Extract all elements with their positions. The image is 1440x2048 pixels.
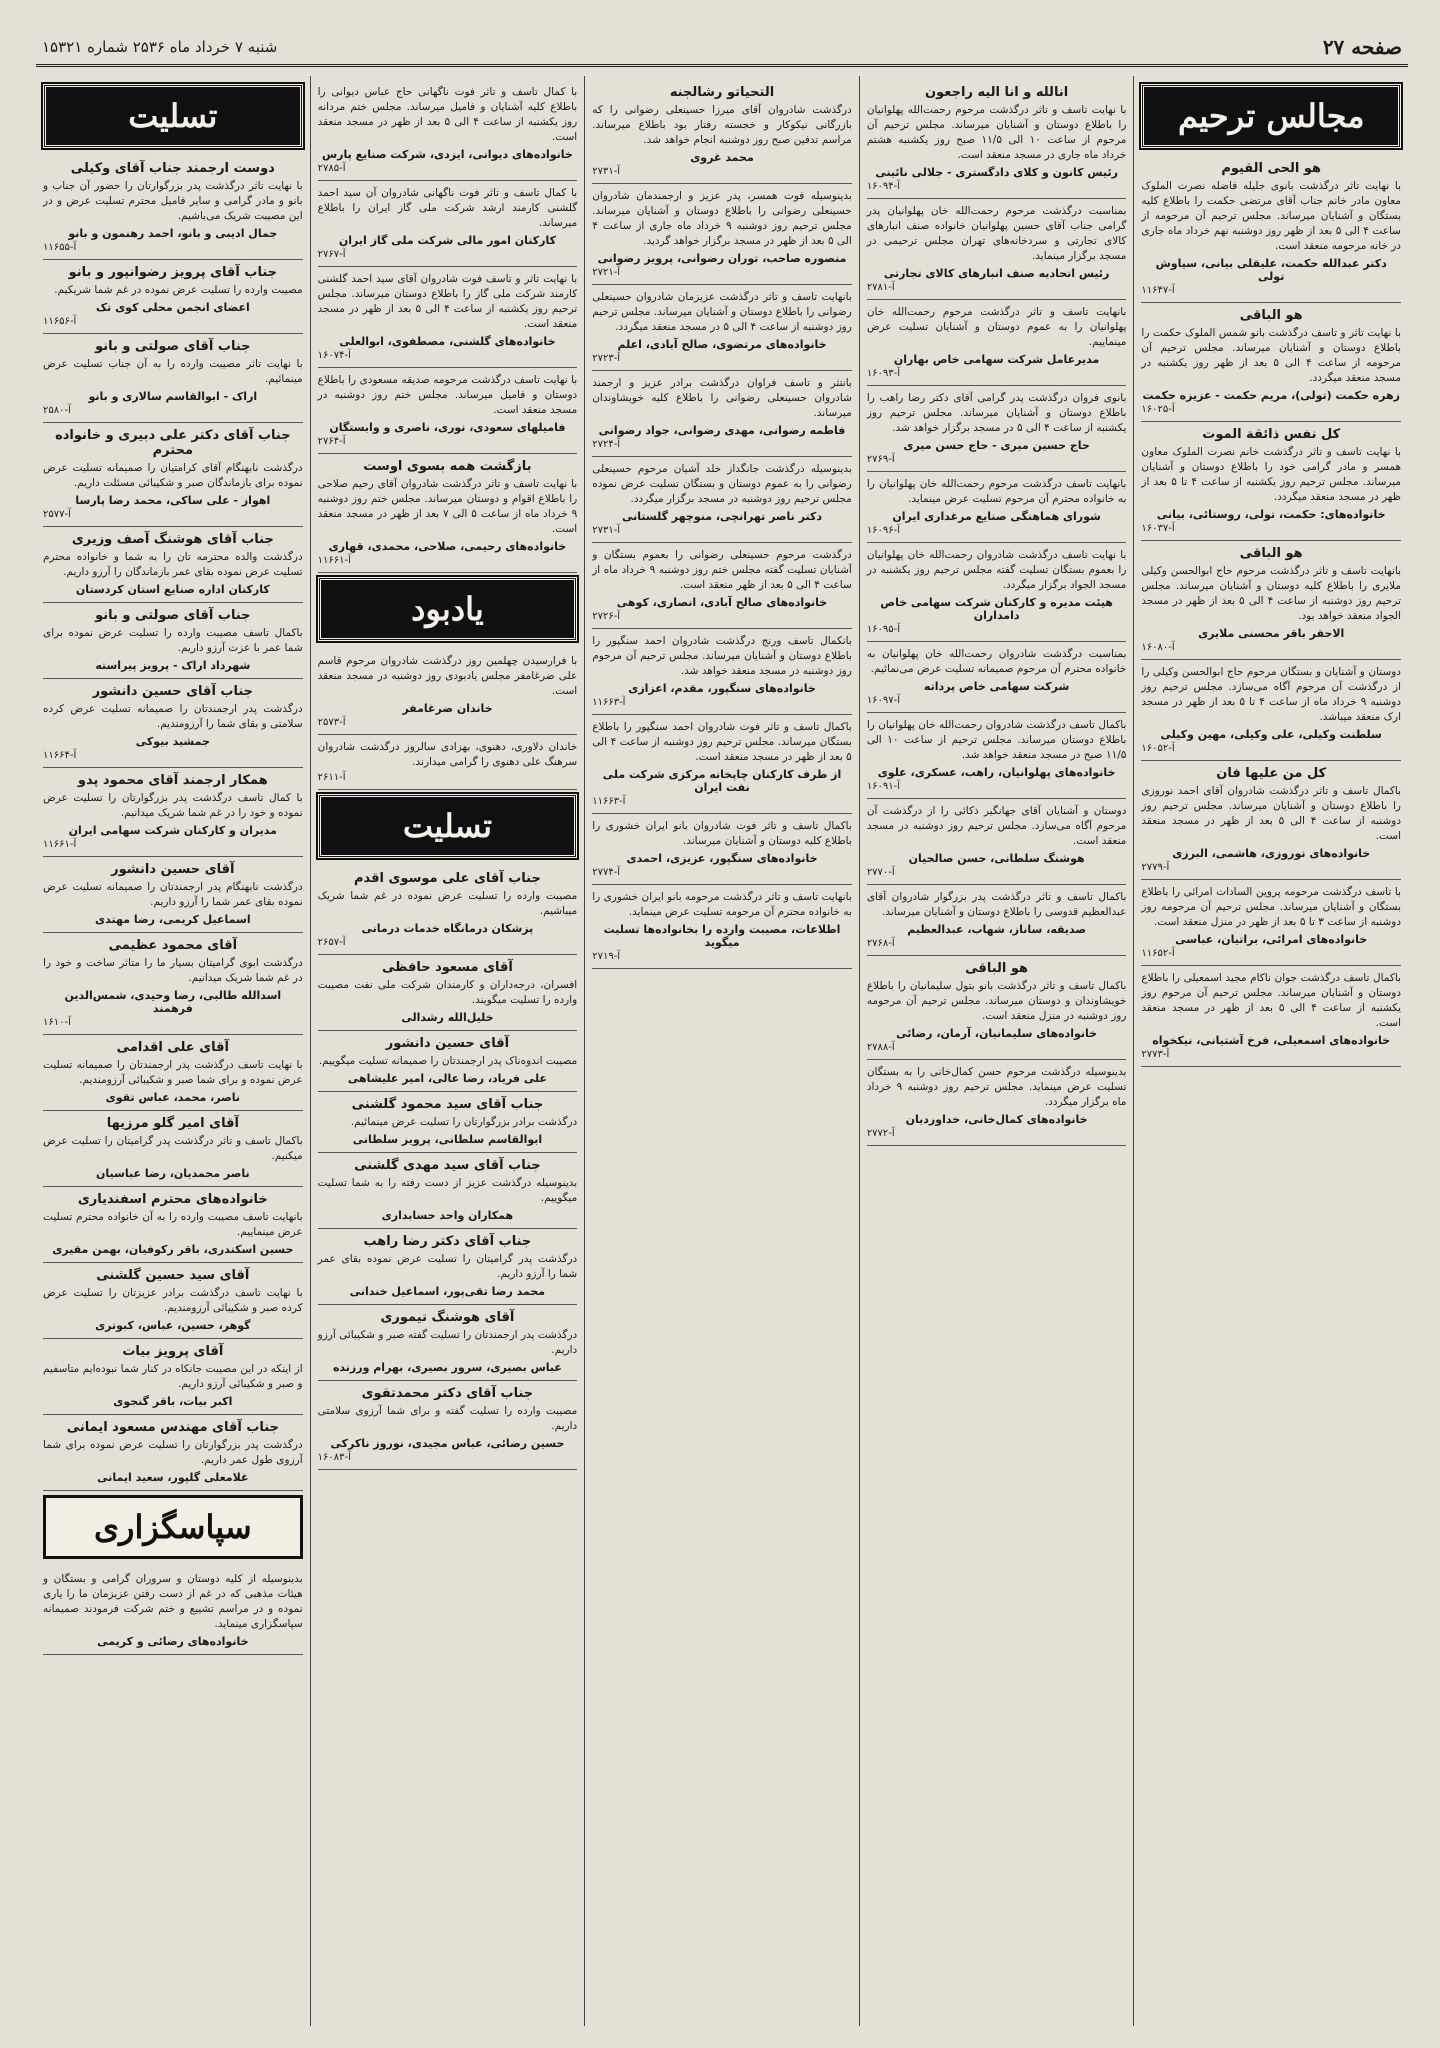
notice-signature: غلامعلی گلپور، سعید ایمانی (97, 1471, 249, 1484)
notice (867, 386, 1127, 472)
notice-title: هو الباقی (1239, 308, 1303, 323)
notice-title: جناب آقای حسین دانشور (92, 684, 254, 699)
notice-code: آ-۲۷۱۹ (592, 951, 621, 962)
notice-code: آ-۱۶۰۲۵ (1141, 404, 1175, 415)
notice-title: جناب آقای علی موسوی اقدم (353, 871, 541, 886)
notice-code: آ-۱۱۶۶۳ (592, 697, 626, 708)
notice (867, 799, 1127, 885)
notice-code: آ-۱۶۰۸۰ (1141, 642, 1175, 653)
column-5-notices (43, 156, 303, 1491)
notice (592, 184, 852, 285)
notice (1141, 156, 1401, 303)
notice-title: جناب آقای سید مهدی گلشنی (354, 1158, 541, 1173)
notice (1141, 660, 1401, 761)
notice-text: بدینوسیله درگذشت عزیز از دست رفته را به شما تسلیت میگوییم. (317, 1177, 578, 1204)
notice-signature: عباس بصیری، سرور بصیری، بهرام ورزنده (332, 1361, 562, 1374)
notice-text: با کمال تاسف درگذشت پدر بزرگوارتان را تسلیت عرض نموده و خود را در غم شما شریک میدانیم. (43, 792, 303, 819)
notice-text: بانهایت تاسف و تاثر درگذشت مرحوم رحمت‌الله خان پهلوانیان را به عموم دوستان و آشنایان تسلیت عرض مینماییم. (866, 306, 1127, 348)
notice-title: جناب آقای مهندس مسعود ایمانی (66, 1420, 279, 1435)
notice-text: درگذشت پدر ارجمندتان را صمیمانه تسلیت عرض کرده سلامتی و بقای شما را آرزومندیم. (43, 703, 303, 730)
notice (867, 885, 1127, 956)
notice-signature: ابوالقاسم سلطانی، پرویز سلطانی (352, 1133, 543, 1146)
notice-signature: خانواده‌های کمال‌خانی، خداوردیان (905, 1113, 1088, 1126)
notice (867, 300, 1127, 386)
notice (318, 1092, 578, 1153)
notice-title: جناب آقای دکتر علی دبیری و خانواده محترم (55, 428, 291, 458)
notice-title: آقای هوشنگ تیموری (380, 1310, 515, 1325)
notice-text: باکمال تاسف و تاثر درگذشت بانو بتول سلیمانیان را باطلاع خویشاوندان و دوستان میرساند. مجلس ترحیم آن مرحومه روز دوشنبه در منزل منعقد است. (866, 980, 1127, 1022)
notice-code: آ-۲۷۸۵ (317, 163, 346, 174)
notice-text: دوستان و آشنایان و بستگان مرحوم حاج ابوالحسن وکیلی را از درگذشت آن مرحوم آگاه می‌سازد. مجلس ترحیم روز دوشنبه ۹ خرداد ماه از ساعت ۴ تا ۵ بعد از ظهر در مسجد ارک منعقد میباشد. (1141, 666, 1401, 723)
notice-text: با نهایت تاثر درگذشت بانوی جلیله فاضله نصرت الملوک معاون مادر خانم جناب آقای مرتضی حکمت را باطلاع کلیه بستگان و آشنایان میرساند. مجلس ترحیم آن مرحومه از ساعت ۴ الی ۵ بعد از ظهر روز دوشنبه نهم خرداد ماه جاری در خانه مرحومه منعقد است. (1141, 180, 1401, 252)
notice-signature: هوشنگ سلطانی، حسن صالحیان (908, 852, 1085, 865)
notice (43, 1187, 303, 1263)
notice (318, 267, 578, 368)
notice-title: آقای حسین دانشور (385, 1036, 510, 1051)
notice-code: آ-۱۱۶۵۵ (43, 242, 77, 253)
notice (592, 80, 852, 184)
notice-code: آ-۱۶۰۹۶ (866, 525, 901, 536)
sepas-text: بدینوسیله از کلیه دوستان و سروران گرامی و بستگان و هیئات مذهبی که در غم از دست رفتن عزیزمان ما را یاری نموده و در مراسم تشییع و ختم شرکت فرمودند صمیمانه سپاسگزاری مینماید. (43, 1573, 303, 1630)
notice-title: آقای علی اقدامی (116, 1040, 229, 1055)
notice-code: آ-۱۶۰۹۱ (866, 781, 901, 792)
notice (867, 199, 1127, 300)
notice-signature: مدیران و کارکنان شرکت سهامی ایران (68, 824, 277, 837)
notice-signature: گوهر، حسین، عباس، کبوتری (95, 1319, 251, 1332)
column-2-notices (867, 80, 1127, 1146)
notice-title: انالله و انا الیه راجعون (925, 85, 1069, 100)
notice-text: باکمال تاسف درگذشت جوان ناکام مجید اسمعیلی را باطلاع دوستان و آشنایان میرساند. مجلس ترحیم آن مرحوم روز یکشنبه از ساعت ۴ الی ۵ بعد از ظهر در مسجد منعقد است. (1141, 972, 1401, 1029)
notice-text: از اینکه در این مصیبت جانکاه در کنار شما نبوده‌ایم متاسفیم و صبر و شکیبائی آرزو داریم. (43, 1363, 303, 1390)
notice (592, 285, 852, 371)
notice-text: با نهایت تاسف درگذشت مرحومه صدیقه مسعودی را باطلاع دوستان و فامیل میرساند. مجلس ختم روز دوشنبه در مسجد منعقد است. (317, 374, 578, 416)
notice-title: آقای مسعود حافظی (382, 960, 513, 975)
notice-title: آقای سید حسین گلشنی (96, 1268, 250, 1283)
notice-signature: شهرداد اراک - پرویز پیراسته (95, 659, 251, 672)
notice-signature: اراک - ابوالقاسم سالاری و بانو (88, 390, 258, 403)
notice-code: آ-۱۶۱۰ (43, 1017, 71, 1028)
notice-code: آ-۲۷۶۷ (317, 249, 346, 260)
notice-title: کل من علیها فان (1216, 766, 1327, 781)
notice (867, 543, 1127, 642)
notice (318, 735, 578, 790)
sepas-signature: خانواده‌های رضائی و کریمی (97, 1635, 249, 1648)
notice-text: بدینوسیله درگذشت مرحوم حسن کمال‌خانی را به بستگان تسلیت عرض مینماید. مجلس ترحیم روز دوشنبه ۹ خرداد ماه برگزار میگردد. (866, 1066, 1127, 1108)
notice-signature: کارکنان اداره صنایع استان کردستان (75, 583, 270, 596)
column-3 (584, 76, 859, 2026)
notice-code: آ-۲۷۸۸ (866, 1042, 895, 1053)
notice (43, 933, 303, 1035)
notice (592, 814, 852, 885)
notice-signature: الاحقر باقر محسنی ملایری (1198, 627, 1345, 640)
notice-signature: خلیل‌الله رشدالی (401, 1011, 494, 1024)
notice-text: درگذشت پدر بزرگوارتان را تسلیت عرض نموده برای شما آرزوی طول عمر داریم. (43, 1439, 303, 1466)
notice-code: آ-۲۵۷۷ (43, 509, 71, 520)
notice-text: بدینوسیله درگذشت جانگداز خلد آشیان مرحوم حسینعلی رضوانی را به عموم دوستان و بستگان تسلیت عرض نموده مجلس ترحیم روز دوشنبه در مسجد برگزار میگردد. (592, 463, 852, 505)
notice-text: باکمال تاسف درگذشت شادروان رحمت‌الله خان پهلوانیان را باطلاع دوستان میرساند. مجلس ترحیم از ساعت ۱۰ الی ۱۱/۵ صبح در مسجد منعقد خواهد شد. (866, 719, 1127, 761)
notice-signature: خانواده‌های امرائی، براتیان، عباسی (1175, 933, 1368, 946)
notice-text: مصیبت وارده را تسلیت عرض نموده در غم شما شریکیم. (54, 284, 303, 296)
notice-code: آ-۲۷۲۳ (592, 353, 621, 364)
column-4-bottom-notices (318, 649, 578, 790)
notice-signature: اعضای انجمن محلی کوی تک (95, 301, 250, 314)
notice-signature: رئیس اتحادیه صنف انبارهای کالای تجارتی (883, 267, 1110, 280)
notice-signature: سلطنت وکیلی، علی وکیلی، مهین وکیلی (1160, 728, 1382, 741)
notice (43, 603, 303, 679)
notice-text: درگذشت مرحوم حسینعلی رضوانی را بعموم بستگان و آشنایان تسلیت گفته مجلس ختم روز دوشنبه ۹ خرداد ماه از ساعت ۴ الی ۵ بعد از ظهر منعقد است. (592, 549, 852, 591)
notice (43, 857, 303, 933)
notice (592, 715, 852, 814)
notice-signature: مدیرعامل شرکت سهامی خاص بهاران (893, 353, 1100, 366)
notice-signature: حسین رضائی، عباس مجیدی، نوروز ناکرکی (330, 1437, 565, 1450)
notice-text: بانهایت تاسف مصیبت وارده را به آن خانواده محترم تسلیت عرض مینماییم. (43, 1211, 303, 1238)
notice-code: آ-۱۱۶۵۶ (43, 316, 77, 327)
notice-text: بانوی فروان درگذشت پدر گرامی آقای دکتر رضا راهب را باطلاع دوستان و آشنایان میرساند. مجلس ترحیم روز یکشنبه از ساعت ۴ الی ۵ در مسجد برگزار خواهد شد. (866, 392, 1127, 434)
notice-text: بانهایت تاسف درگذشت مرحوم رحمت‌الله خان پهلوانیان را به خانواده محترم آن مرحوم تسلیت عرض مینماید. (866, 478, 1127, 505)
notice-code: آ-۱۱۶۶۱ (43, 839, 77, 850)
notice-code: آ-۲۶۵۷ (317, 937, 346, 948)
notice (592, 629, 852, 715)
notice (318, 1381, 578, 1470)
notice-signature: خانواده‌های پهلوانیان، راهب، عسکری، علوی (877, 766, 1116, 779)
notice-text: مصیبت وارده را تسلیت عرض نموده در غم شما شریک میباشیم. (317, 890, 578, 917)
notice-text: مصیبت وارده را تسلیت گفته و برای شما آرزوی سلامتی داریم. (317, 1405, 578, 1432)
notice-signature: خانواده‌های اسمعیلی، فرخ آشتیانی، نیکخواه (1152, 1034, 1391, 1047)
column-4-top-notices (318, 80, 578, 573)
notice-title: بازگشت همه بسوی اوست (363, 459, 532, 474)
notice-code: آ-۲۷۷۳ (1141, 1049, 1170, 1060)
notice-signature: اسدالله طالبی، رضا وحیدی، شمس‌الدین فرهمند (64, 989, 282, 1015)
notice-title: جناب آقای صولتی و بانو (95, 339, 251, 354)
column-4 (310, 76, 585, 2026)
notice (1141, 422, 1401, 541)
notice-signature: منصوره صاحب، توران رضوانی، پرویز رضوانی (597, 252, 847, 265)
notice-title: آقای حسین دانشور (111, 862, 235, 877)
date-line: شنبه ۷ خرداد ماه ۲۵۳۶ شماره ۱۵۳۲۱ (42, 38, 278, 56)
notice-signature: شورای هماهنگی صنایع مرغداری ایران (892, 510, 1101, 523)
notice (867, 1060, 1127, 1146)
notice-text: بانهایت تاسف و تاثر درگذشت مرحومه بانو ایران خشوری را به خانواده محترم آن مرحومه تسلیت عرض مینماید. (592, 891, 852, 918)
notice-title: جناب آقای دکتر رضا راهب (363, 1234, 532, 1249)
notice-code: آ-۲۵۷۳ (317, 717, 346, 728)
notice-signature: حاج حسین میری - حاج حسن میری (903, 439, 1090, 452)
notice (867, 80, 1127, 199)
notice-code: آ-۱۶۰۷۴ (317, 350, 351, 361)
notice-signature: زهره حکمت (تولی)، مریم حکمت - عزیزه حکمت (1142, 389, 1400, 402)
notice-code: آ-۱۶۰۸۳ (317, 1452, 351, 1463)
notice-signature: جمال ادیبی و بانو، احمد رهنمون و بانو (68, 227, 278, 240)
tasliyat-banner-1: تسلیت (43, 84, 303, 148)
notice-title: کل نفس ذائقة الموت (1202, 427, 1341, 442)
notice (43, 1339, 303, 1415)
notice-signature: کارکنان امور مالی شرکت ملی گاز ایران (338, 234, 556, 247)
notice-signature: خانواده‌های سنگپور، عزیزی، احمدی (626, 852, 818, 865)
notice (1141, 761, 1401, 880)
notice-title: جناب آقای سید محمود گلشنی (351, 1097, 544, 1112)
notice-signature: همکاران واحد حسابداری (381, 1209, 514, 1222)
notice-title: التحیاتو رشالجنه (669, 85, 775, 100)
notice-text: درگذشت نابهنگام پدر ارجمندتان را صمیمانه تسلیت عرض نموده بقای عمر شما را آرزو داریم. (43, 881, 303, 908)
notice (318, 649, 578, 735)
column-2 (859, 76, 1134, 2026)
notice (318, 368, 578, 454)
sepasgozari-banner: سپاسگزاری (43, 1495, 303, 1559)
notice-signature: رئیس کانون و کلای دادگستری - جلالی نائینی (875, 166, 1118, 179)
notice-signature: از طرف کارکنان چاپخانه مرکزی شرکت ملی نفت ایران (602, 768, 842, 794)
notice-signature: خانواده‌های گلشنی، مصطفوی، ابوالعلی (339, 335, 556, 348)
notice-code: آ-۲۷۶۴ (317, 436, 346, 447)
notice-code: آ-۱۶۰۹۵ (866, 624, 901, 635)
notice-code: آ-۲۷۲۴ (592, 439, 621, 450)
notice (592, 371, 852, 457)
notice-title: آقای محمود عظیمی (108, 938, 238, 953)
notice-signature: محمد رضا تقی‌پور، اسماعیل خندانی (349, 1285, 546, 1298)
notice (592, 885, 852, 969)
notice-text: بمناسبت درگذشت مرحوم رحمت‌الله خان پهلوانیان پدر گرامی جناب آقای حسین پهلوانیان خانواده صنف انبارهای کالای تجارتی و سردخانه‌های تهران مجلس ترحیمی در مسجد برگزار مینماید. (866, 205, 1127, 262)
notice (318, 1229, 578, 1305)
notice-signature: شرکت سهامی خاص پرداته (923, 680, 1070, 693)
notice-text: باکمال تاسف مصیبت وارده را تسلیت عرض نموده برای شما عمر با عزت آرزو داریم. (43, 627, 303, 654)
notice-signature: اسماعیل کریمی، رضا مهتدی (95, 913, 251, 926)
notice-title: جناب آقای دکتر محمدتقوی (361, 1386, 534, 1401)
notice-text: با نهایت تاسف و تاثر درگذشت خانم نصرت الملوک معاون همسر و مادر گرامی خود را باطلاع دوستان و آشنایان میرساند. مجلس ترحیم روز یکشنبه از ساعت ۴ تا ۵ بعد از ظهر در مسجد منعقد میگردد. (1141, 446, 1401, 503)
notice-title: آقای پرویز بیات (122, 1344, 224, 1359)
notice-text: با کمال تاسف و تاثر فوت ناگهانی حاج عباس دیوانی را باطلاع کلیه آشنایان و فامیل میرساند. مجلس ختم مردانه روز یکشنبه از ساعت ۴ الی ۵ بعد از ظهر در مسجد منعقد است. (317, 86, 578, 143)
notice (318, 1305, 578, 1381)
notice (43, 334, 303, 423)
notice (43, 679, 303, 768)
notice-text: بانتثر و تاسف فراوان درگذشت برادر عزیز و ارجمند شادروان حسینعلی رضوانی را باطلاع کلیه خویشاوندان میرساند. (592, 377, 852, 419)
notice-signature: خاندان ضرغامفر (402, 702, 493, 715)
column-4-tasliyat-notices (318, 866, 578, 1470)
notice-code: آ-۲۷۳۱ (592, 166, 621, 177)
notice-code: آ-۲۷۲۶ (592, 611, 621, 622)
notice-signature: خانواده‌های نوروزی، هاشمی، البرزی (1172, 847, 1371, 860)
notice-code: آ-۲۷۷۹ (1141, 862, 1170, 873)
notice (43, 1263, 303, 1339)
notice-code: آ-۲۷۷۴ (592, 867, 621, 878)
notice-text: با نهایت تاسف و تاثر درگذشت مرحوم رحمت‌الله پهلوانیان را باطلاع دوستان و آشنایان میرساند. مجلس ترحیم آن مرحوم از ساعت ۱۰ الی ۱۱/۵ صبح روز یکشنبه هشتم خرداد ماه جاری در مسجد منعقد است. (866, 104, 1127, 161)
notice-title: آقای امیر گلو مرزیها (106, 1116, 239, 1131)
notice-code: آ-۲۷۷۰ (866, 867, 895, 878)
notice (43, 423, 303, 527)
notice-text: با نهایت تاثر و تاسف درگذشت بانو شمس الملوک حکمت را باطلاع دوستان و آشنایان میرساند. مجلس ترحیم آن مرحومه از ساعت ۴ الی ۵ بعد از ظهر روز یکشنبه در مسجد منعقد میگردد. (1141, 327, 1401, 384)
notice (318, 80, 578, 181)
notice (867, 713, 1127, 799)
notice-text: باکمال تاسف و تاثر درگذشت پدر بزرگوار شادروان آقای عبدالعظیم قدوسی را باطلاع دوستان و آشنایان میرساند. (866, 891, 1127, 918)
notice-code: آ-۲۶۱۱ (317, 772, 346, 783)
notice-signature: خانواده‌های سنگپور، مقدم، اعزازی (628, 682, 816, 695)
tasliyat-banner-2: تسلیت (318, 794, 578, 858)
notice-title: همکار ارجمند آقای محمود پدو (77, 773, 268, 788)
notice-signature: محمد غروی (690, 151, 754, 164)
notice-text: بانکمال تاسف ورنج درگذشت شادروان احمد سنگپور را باطلاع دوستان و آشنایان میرساند. مجلس ترحیم آن مرحوم روز دوشنبه در مسجد منعقد خواهد شد. (592, 635, 852, 677)
notice (43, 527, 303, 603)
notice-signature: ناصر، محمد، عباس تقوی (105, 1091, 241, 1104)
notice-text: درگذشت نابهنگام آقای کرامتیان را صمیمانه تسلیت عرض نموده برای بازماندگان صبر و شکیبائی مسئلت داریم. (43, 462, 303, 489)
notice-code: آ-۱۶۰۹۷ (866, 695, 901, 706)
column-1-notices (1141, 156, 1401, 1067)
notice (318, 955, 578, 1031)
notice-signature: فامیلهای سعودی، نوری، ناصری و وابستگان (329, 421, 566, 434)
column-3-notices (592, 80, 852, 969)
notice-text: بمناسبت درگذشت شادروان رحمت‌الله خان پهلوانیان به خانواده محترم آن مرحوم صمیمانه تسلیت عرض می‌نمائیم. (866, 648, 1127, 675)
notice (318, 181, 578, 267)
notice-text: باکمال تاسف و تاثر درگذشت پدر گرامیتان را تسلیت عرض میکنیم. (43, 1135, 303, 1162)
notice-signature: خانواده‌های سلیمانیان، آرمان، رضائی (896, 1027, 1098, 1040)
notice-code: آ-۲۷۶۸ (866, 938, 895, 949)
page-number: صفحه ۲۷ (1322, 35, 1402, 59)
notice-signature: اهواز - علی ساکی، محمد رضا پارسا (75, 494, 271, 507)
notice-title: هو الباقی (1239, 546, 1303, 561)
notice (867, 956, 1127, 1060)
notice-title: جناب آقای صولتی و بانو (95, 608, 251, 623)
notice (43, 1111, 303, 1187)
notice-text: با نهایت تاسف درگذشت برادر عزیزتان را تسلیت عرض کرده صبر و شکیبائی آرزومندیم. (43, 1287, 303, 1314)
notice (867, 472, 1127, 543)
notice-text: با نهایت تاسف و تاثر درگذشت شادروان آقای رحیم صلاحی را باطلاع اقوام و دوستان میرساند. مجلس ختم روز دوشنبه ۹ خرداد ماه از ساعت ۵ الی ۷ بعد از ظهر در مسجد منعقد است. (317, 478, 578, 535)
notice-title: خانواده‌های محترم اسفندیاری (77, 1192, 268, 1207)
notice (318, 1031, 578, 1092)
notice-signature: خانواده‌های دیوانی، ایزدی، شرکت صنایع پارس (321, 148, 573, 161)
notice-signature: اکبر بیات، باقر گنجوی (113, 1395, 233, 1408)
notice-signature: صدیقه، ساناز، شهاب، عبدالعظیم (907, 923, 1087, 936)
notice-text: با تاسف درگذشت مرحومه پروین السادات امرائی را باطلاع بستگان و آشنایان میرساند. مجلس ترحیم آن مرحومه روز دوشنبه از ساعت ۳ تا ۵ بعد از ظهر در منزل منعقد است. (1141, 886, 1401, 928)
notice-signature: خانواده‌های مرتضوی، صالح آبادی، اعلم (617, 338, 827, 351)
notice-text: افسران، درجه‌داران و کارمندان شرکت ملی نفت مصیبت وارده را تسلیت میگویند. (317, 979, 578, 1006)
notice-signature: خانواده‌های رحیمی، صلاحی، محمدی، قهاری (328, 540, 567, 553)
notice-text: با نهایت تاسف درگذشت پدر ارجمندتان را صمیمانه تسلیت عرض نموده و برای شما صبر و شکیبائی آرزومندیم. (43, 1059, 303, 1086)
notice-text: خاندان دلاوری، دهنوی، بهزادی سالروز درگذشت شادروان سرهنگ علی دهنوی را گرامی میدارند. (317, 741, 578, 768)
notice-title: جناب آقای پرویز رضوانپور و بانو (68, 265, 278, 280)
notice-text: بانهایت تاسف و تاثر درگذشت عزیزمان شادروان حسینعلی رضوانی را باطلاع دوستان و آشنایان میرساند. مجلس ترحیم روز دوشنبه از ساعت ۴ الی ۵ در مسجد منعقد میگردد. (592, 291, 852, 333)
notice (592, 543, 852, 629)
notice-text: با نهایت تاثر مصیبت وارده را به آن جناب تسلیت عرض مینمائیم. (43, 358, 303, 385)
notice-code: آ-۱۶۰۹۴ (866, 181, 901, 192)
notice-text: بانهایت تاسف و تاثر درگذشت مرحوم حاج ابوالحسن وکیلی ملایری را باطلاع کلیه دوستان و آشنایان میرساند. مجلس ترحیم روز دوشنبه از ساعت ۴ الی ۵ بعد از ظهر در مسجد الجواد منعقد خواهد بود. (1141, 565, 1401, 622)
notice (592, 457, 852, 543)
notice-signature: دکتر عبدالله حکمت، علیقلی بیانی، سیاوش تولی (1155, 257, 1387, 283)
notice-text: با نهایت تاسف درگذشت شادروان رحمت‌الله خان پهلوانیان را بعموم بستگان تسلیت گفته مجلس ترحیم روز یکشنبه در مسجد الجواد برگزار میگردد. (866, 549, 1127, 591)
notice-signature: حسین اسکندری، باقر رکوفیان، بهمن مقیری (52, 1243, 294, 1256)
notice-signature: دکتر ناصر تهرانچی، منوچهر گلستانی (622, 510, 823, 523)
notice-text: با نهایت تاثر و تاسف فوت شادروان آقای سید احمد گلشنی کارمند شرکت ملی گاز را باطلاع دوستان میرساند. مجلس ترحیم روز یکشنبه از ساعت ۴ الی ۵ بعد از ظهر در مسجد منعقد است. (317, 273, 578, 330)
notice (318, 454, 578, 573)
notice-code: آ-۱۱۶۵۲ (1141, 948, 1175, 959)
notice-text: بدینوسیله فوت همسر، پدر عزیز و ارجمندمان شادروان حسینعلی رضوانی را باطلاع دوستان و آشنایان میرساند. مجلس ترحیم روز دوشنبه ۹ خرداد ماه جاری از ساعت ۴ الی ۵ بعد از ظهر در مسجد برگزار خواهد گردید. (592, 190, 852, 247)
notice (1141, 541, 1401, 660)
column-5 (36, 76, 310, 2026)
notice (1141, 966, 1401, 1067)
notice (43, 1035, 303, 1111)
notice-code: آ-۲۷۷۲ (866, 1128, 895, 1139)
notice-code: آ-۱۱۶۶۱ (317, 555, 351, 566)
notice-code: آ-۲۷۶۹ (866, 454, 895, 465)
notice-code: آ-۱۶۰۹۳ (866, 368, 901, 379)
notice-signature: فاطمه رضوانی، مهدی رضوانی، جواد رضوانی (598, 424, 846, 437)
notice-code: آ-۲۷۳۱ (592, 525, 621, 536)
notice-text: درگذشت پدر ارجمندتان را تسلیت گفته صبر و شکیبائی آرزو داریم. (317, 1329, 578, 1356)
notice-signature: علی فریاد، رضا عالی، امیر علیشاهی (347, 1072, 547, 1085)
notice-text: با فرارسیدن چهلمین روز درگذشت شادروان مرحوم قاسم علی ضرغامفر مجلس یادبودی روز دوشنبه در مسجد منعقد است. (317, 655, 578, 697)
notice (1141, 880, 1401, 966)
notice (43, 156, 303, 260)
notice (318, 1153, 578, 1229)
notice-text: درگذشت ابوی گرامیتان بسیار ما را متاثر ساخت و خود را در غم شما شریک میدانیم. (43, 957, 303, 984)
notice-text: مصیبت اندوه‌ناک پدر ارجمندتان را صمیمانه تسلیت میگوییم. (318, 1055, 578, 1067)
notice (43, 768, 303, 857)
notice-signature: خانواده‌های: حکمت، تولی، روستائی، بیانی (1156, 508, 1386, 521)
notice-title: هو الباقی (965, 961, 1029, 976)
notice (43, 260, 303, 334)
notice-code: آ-۲۷۲۱ (592, 267, 621, 278)
notice-signature: پزشکان درمانگاه خدمات درمانی (361, 922, 534, 935)
notice (43, 1415, 303, 1491)
notice-title: جناب آقای هوشنگ آصف وزیری (71, 532, 274, 547)
notice (318, 866, 578, 955)
notice-code: آ-۱۱۶۶۴ (43, 750, 77, 761)
notice-title: دوست ارجمند جناب آقای وکیلی (70, 161, 275, 176)
notice-signature: خانواده‌های صالح آبادی، انصاری، کوهی (616, 596, 828, 609)
notice-code: آ-۲۵۸۰ (43, 405, 71, 416)
page-header (36, 30, 1408, 67)
notice-signature: هیئت مدیره و کارکنان شرکت سهامی خاص دامداران (880, 596, 1113, 622)
notice (867, 642, 1127, 713)
yadbud-banner: یادبود (318, 577, 578, 641)
notice-text: با نهایت تاثر درگذشت پدر بزرگوارتان را حضور آن جناب و بانو و مادر گرامی و سایر فامیل محترم تسلیت عرض و در این مصیبت شریک می‌باشیم. (43, 180, 303, 222)
notice-code: آ-۱۶۰۵۲ (1141, 743, 1175, 754)
notice-code: آ-۱۱۶۶۳ (592, 796, 626, 807)
majales-banner: مجالس ترحیم (1141, 84, 1401, 148)
notice-text: درگذشت پدر گرامیتان را تسلیت عرض نموده بقای عمر شما را آرزو داریم. (317, 1253, 578, 1280)
notice-code: آ-۲۷۸۱ (866, 282, 895, 293)
notice-text: باکمال تاسف و تاثر درگذشت شادروان آقای احمد نوروزی را باطلاع دوستان و آشنایان میرساند. مجلس ترحیم روز دوشنبه از ساعت ۴ الی ۵ بعد از ظهر در مسجد منعقد است. (1141, 785, 1401, 842)
notice-code: آ-۱۶۰۳۷ (1141, 523, 1175, 534)
notice-code: آ-۱۱۶۴۷ (1141, 285, 1175, 296)
column-1 (1133, 76, 1408, 2026)
notice-text: درگذشت برادر بزرگوارتان را تسلیت عرض مینمائیم. (350, 1116, 578, 1128)
notice-signature: جمشید بیوکی (135, 735, 210, 748)
notice-signature: اطلاعات، مصیبت وارده را بخانواده‌ها تسلیت میگوید (603, 923, 841, 949)
notice-text: باکمال تاسف و تاثر فوت شادروان احمد سنگپور را باطلاع بستگان میرساند. مجلس ترحیم روز دوشنبه از ساعت ۴ الی ۵ بعد از ظهر در مسجد منعقد است. (592, 721, 852, 763)
notice-text: درگذشت والده محترمه تان را به شما و خانواده محترم تسلیت عرض نموده بقای عمر بازماندگان را آرزو داریم. (43, 551, 303, 578)
sepas-notice (43, 1567, 303, 1655)
notice-title: هو الحی القیوم (1221, 161, 1322, 176)
notice-text: باکمال تاسف و تاثر فوت شادروان بانو ایران خشوری را باطلاع کلیه دوستان و آشنایان میرساند. (592, 820, 852, 847)
notice-signature: ناصر محمدیان، رضا عباسیان (96, 1167, 250, 1180)
notice (1141, 303, 1401, 422)
notice-text: دوستان و آشنایان آقای جهانگیر ذکائی را از درگذشت آن مرحوم آگاه می‌سازد. مجلس ترحیم روز دوشنبه در مسجد منعقد است. (866, 805, 1127, 847)
notice-text: با کمال تاسف و تاثر فوت ناگهانی شادروان آن سید احمد گلشنی کارمند ارشد شرکت ملی گاز ایران را باطلاع میرساند. (317, 187, 578, 229)
notice-text: درگذشت شادروان آقای میرزا حسینعلی رضوانی را که بازرگانی نیکوکار و خجسته رفتار بود باطلاع میرساند. مراسم تدفین صبح روز دوشنبه انجام خواهد شد. (592, 104, 852, 146)
